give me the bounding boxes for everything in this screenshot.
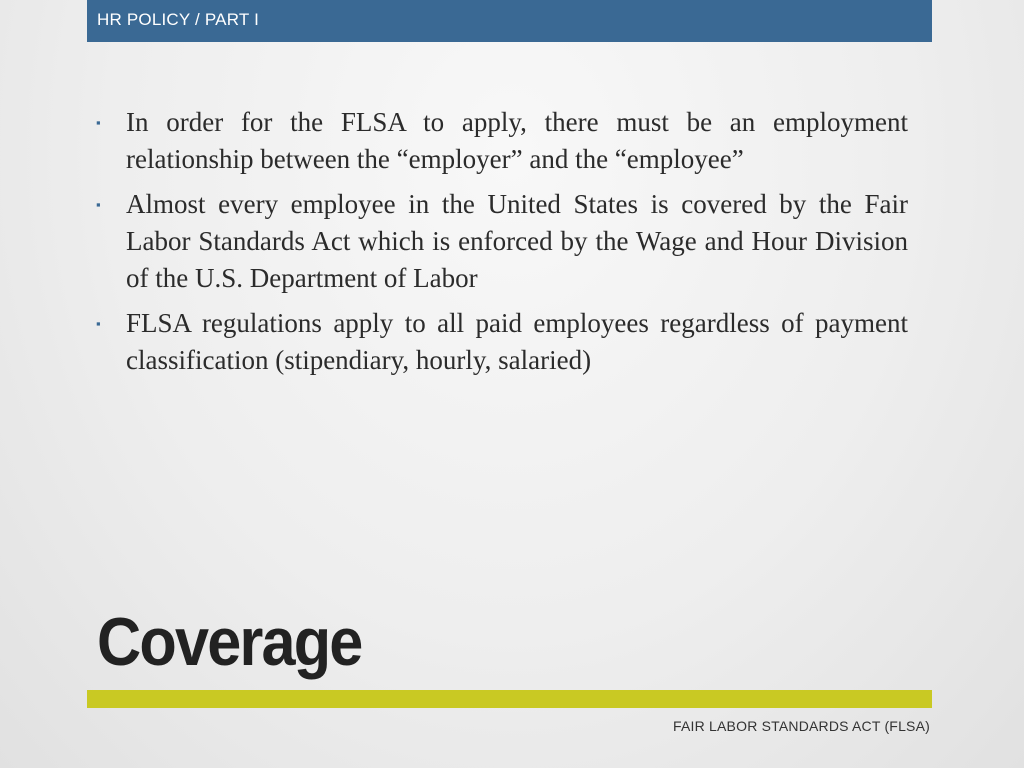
square-bullet-icon: ▪ — [96, 115, 101, 130]
bullet-list — [96, 104, 908, 387]
bullet-text: In order for the FLSA to apply, there must be an employment relationship between the “employer” and the “employee” — [126, 107, 908, 174]
bullet-text: Almost every employee in the United States is covered by the Fair Labor Standards Act which is enforced by the Wage and Hour Division of the U.S. Department of Labor — [126, 189, 908, 293]
accent-bar — [87, 690, 932, 708]
header-title: HR POLICY / PART I — [97, 10, 260, 29]
square-bullet-icon: ▪ — [96, 316, 101, 331]
slide-title: Coverage — [97, 604, 362, 680]
bullet-text: FLSA regulations apply to all paid employees regardless of payment classification (stipendiary, hourly, salaried) — [126, 308, 908, 375]
bullet-item — [96, 305, 908, 379]
bullet-item — [96, 104, 908, 178]
footer-text: FAIR LABOR STANDARDS ACT (FLSA) — [673, 718, 930, 734]
square-bullet-icon: ▪ — [96, 197, 101, 212]
header-bar — [87, 0, 932, 42]
bullet-item — [96, 186, 908, 297]
